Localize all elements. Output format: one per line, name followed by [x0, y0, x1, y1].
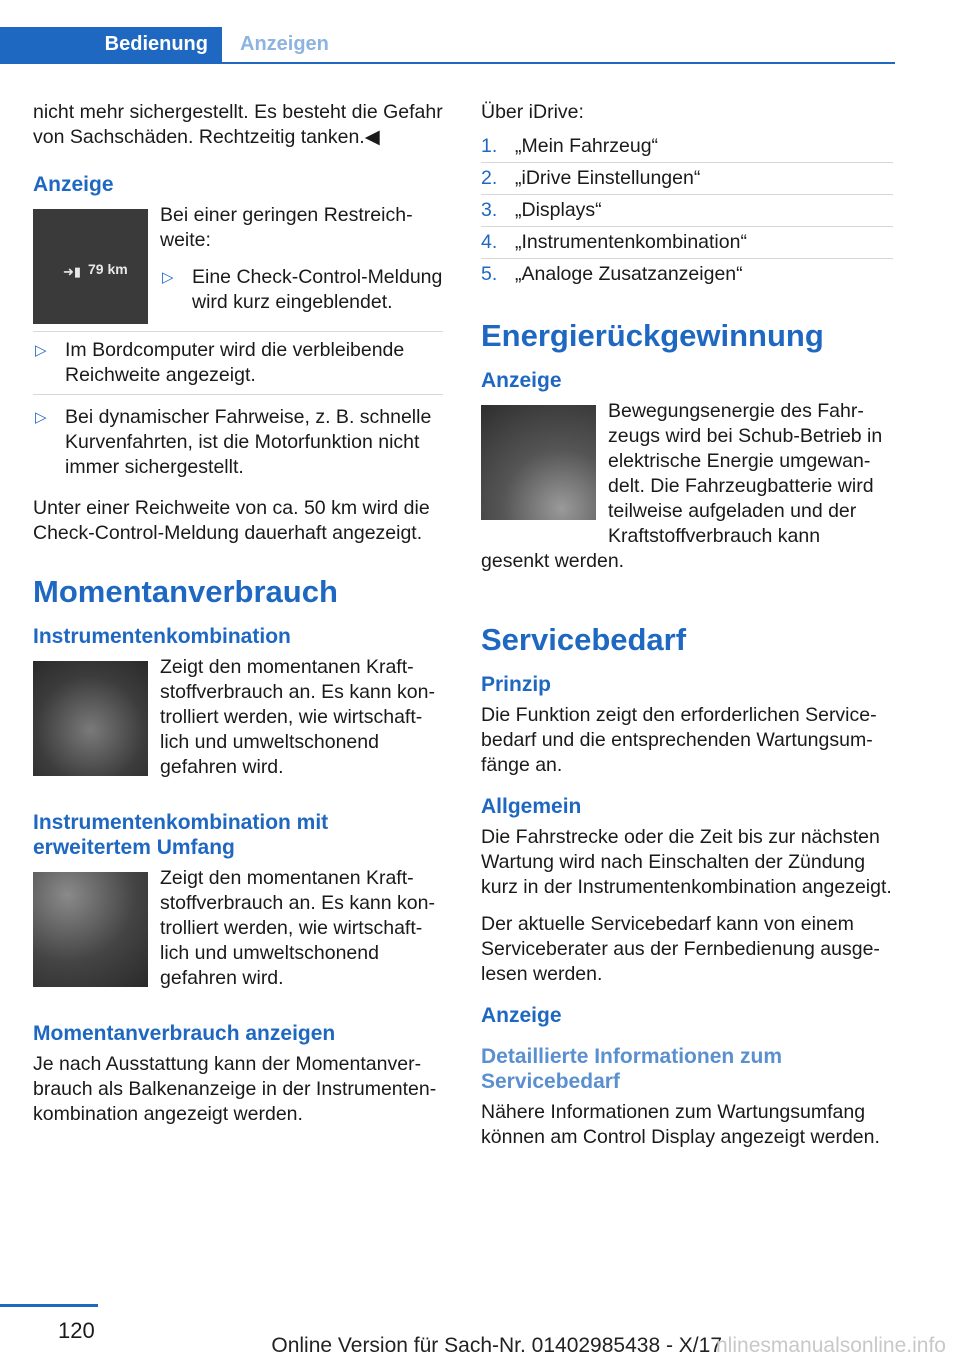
- left-column: [33, 100, 443, 1139]
- right-column: [481, 100, 893, 1162]
- list-item: ▷ Eine Check-Control-Meldung wird kurz eingeblendet.: [162, 266, 443, 313]
- anzeige-bullets-2: [33, 331, 443, 486]
- anzeigen-text: Je nach Ausstattung kann der Momentanverbrauch als Balkenanzeige in der Instrumentenkombination angezeigt werden.: [33, 1053, 437, 1125]
- heading-servicebedarf: Servicebedarf: [481, 622, 687, 657]
- heading-instr-erweitert: Instrumentenkombination mit erweitertem Umfang: [33, 811, 329, 859]
- heading-allgemein: Allgemein: [481, 795, 582, 818]
- heading-anzeige-energie: Anzeige: [481, 369, 562, 392]
- triangle-bullet-icon: ▷: [35, 342, 47, 359]
- anzeige-bullets: [160, 265, 443, 321]
- instr-ext-text: Zeigt den momentanen Kraftstoffverbrauch an. Es kann kontrolliert werden, wie wirtschaftlich und umweltschonend gefahren wird.: [160, 867, 435, 989]
- heading-momentanverbrauch-anzeigen: Momentanverbrauch anzeigen: [33, 1022, 336, 1045]
- list-item: 1. „Mein Fahrzeug“: [481, 131, 893, 163]
- fuel-pump-icon: ➜▮: [63, 264, 82, 279]
- anzeige-section: [33, 203, 443, 486]
- list-item: 2. „iDrive Einstellungen“: [481, 163, 893, 195]
- watermark: nlinesmanualsonline.info: [716, 1334, 946, 1357]
- reichweite-paragraph: Unter einer Reichweite von ca. 50 km wird die Check-Control-Meldung dauerhaft angezeigt.: [33, 497, 430, 544]
- gauge-image: [33, 661, 148, 776]
- list-item: 4. „Instrumentenkombination“: [481, 227, 893, 259]
- list-item: 5. „Analoge Zusatzanzeigen“: [481, 263, 743, 285]
- header-tabs: [0, 27, 895, 64]
- anzeige-text: Bei einer geringen Restreichweite:: [160, 204, 413, 251]
- heading-momentanverbrauch: Momentanverbrauch: [33, 574, 338, 609]
- gauge-extended-image: [33, 872, 148, 987]
- list-item: 3. „Displays“: [481, 195, 893, 227]
- tab-anzeigen[interactable]: Anzeigen: [240, 33, 329, 55]
- heading-detaillierte-informationen: Detaillierte Informationen zum Servicebedarf: [481, 1045, 783, 1093]
- instr-section: [33, 655, 443, 792]
- online-version: Online Version für Sach-Nr. 01402985438 - X/17: [271, 1334, 722, 1357]
- range-value: 79 km: [88, 261, 128, 277]
- prinzip-text: Die Funktion zeigt den erforderlichen Servicebedarf und die entsprechenden Wartungsumfänge an.: [481, 704, 877, 776]
- list-item: ▷ Im Bordcomputer wird die verbleibende Reichweite angezeigt.: [33, 338, 443, 395]
- heading-anzeige: Anzeige: [33, 173, 114, 196]
- idrive-steps: [481, 131, 893, 290]
- page-number: 120: [58, 1318, 95, 1343]
- triangle-bullet-icon: ▷: [162, 269, 174, 286]
- energie-text: Bewegungsenergie des Fahrzeugs wird bei Schub-Betrieb in elektrische Energie umgewandelt. Die Fahrzeugbatterie wird teilweise aufgeladen und der Kraftstoffverbrauch kann gesenkt werden.: [481, 400, 883, 572]
- triangle-bullet-icon: ▷: [35, 409, 47, 426]
- efficient-dynamics-gauge-image: [481, 405, 596, 520]
- allgemein-text-2: Der aktuelle Servicebedarf kann von einem Serviceberater aus der Fernbedienung ausgelesen werden.: [481, 913, 880, 985]
- list-item: ▷ Bei dynamischer Fahrweise, z. B. schnelle Kurvenfahrten, ist die Motorfunktion nicht immer sichergestellt.: [35, 406, 432, 478]
- heading-energierueckgewinnung: Energierückgewinnung: [481, 318, 824, 353]
- instr-ext-section: [33, 866, 443, 1003]
- heading-prinzip: Prinzip: [481, 673, 552, 696]
- detail-text: Nähere Informationen zum Wartungsumfang können am Control Display angezeigt werden.: [481, 1101, 880, 1148]
- fuel-range-display-image: [33, 209, 148, 324]
- intro-paragraph: nicht mehr sichergestellt. Es besteht die Gefahr von Sachschäden. Rechtzeitig tanken.◀: [33, 101, 443, 148]
- idrive-intro: Über iDrive:: [481, 101, 584, 123]
- tab-bedienung[interactable]: Bedienung: [0, 27, 222, 62]
- allgemein-text-1: Die Fahrstrecke oder die Zeit bis zur nächsten Wartung wird nach Einschalten der Zündung kurz in der Instrumentenkombination angezeigt.: [481, 826, 892, 898]
- energie-section: [481, 399, 893, 586]
- heading-instrumentenkombination: Instrumentenkombination: [33, 625, 291, 648]
- instr-text: Zeigt den momentanen Kraftstoffverbrauch an. Es kann kontrolliert werden, wie wirtschaftlich und umweltschonend gefahren wird.: [160, 656, 435, 778]
- footer-divider: [0, 1304, 98, 1307]
- heading-anzeige-service: Anzeige: [481, 1004, 562, 1027]
